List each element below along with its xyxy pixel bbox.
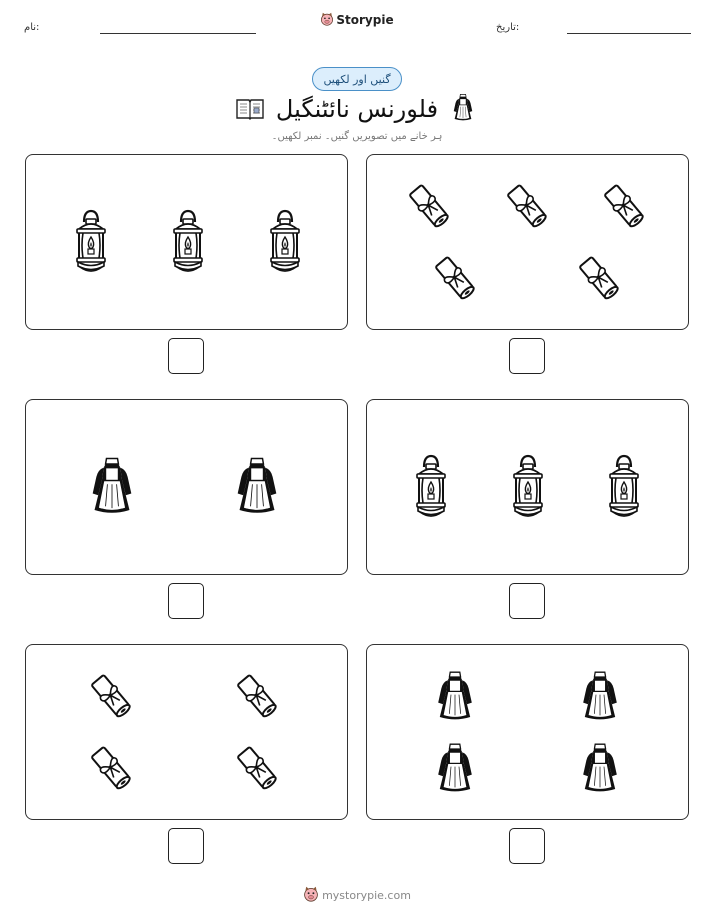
name-line[interactable] [100, 33, 256, 34]
lantern-icon [508, 454, 548, 520]
panel-top-right [366, 154, 689, 330]
answer-box-middle-right[interactable] [509, 583, 545, 619]
logo-text: Storypie [336, 13, 394, 27]
answer-box-bottom-right[interactable] [509, 828, 545, 864]
panel-top-left [25, 154, 348, 330]
scroll-icon [602, 181, 646, 231]
nurse-uniform-icon [435, 742, 475, 796]
instruction-text: ہر خانے میں تصویریں گنیں۔ نمبر لکھیں۔ [271, 131, 443, 142]
nurse-uniform-icon [580, 670, 620, 724]
scroll-icon [89, 671, 133, 721]
lantern-icon [604, 454, 644, 520]
task-pill: گنیں اور لکھیں [312, 67, 402, 91]
lantern-icon [168, 209, 208, 275]
nurse-uniform-icon [452, 93, 474, 123]
scroll-icon [235, 671, 279, 721]
scroll-icon [407, 181, 451, 231]
answer-box-bottom-left[interactable] [168, 828, 204, 864]
lantern-icon [411, 454, 451, 520]
footer [0, 886, 714, 902]
scroll-icon [433, 253, 477, 303]
nurse-uniform-icon [580, 742, 620, 796]
nurse-uniform-icon [89, 455, 135, 519]
storypie-logo [0, 12, 714, 27]
pig-logo-icon [303, 886, 319, 902]
lantern-icon [71, 209, 111, 275]
lantern-icon [265, 209, 305, 275]
footer-site[interactable]: mystorypie.com [322, 889, 411, 902]
pig-logo-icon [320, 12, 334, 26]
answer-box-top-left[interactable] [168, 338, 204, 374]
panel-bottom-right [366, 644, 689, 820]
panel-bottom-left [25, 644, 348, 820]
scroll-icon [577, 253, 621, 303]
date-line[interactable] [567, 33, 691, 34]
scroll-icon [89, 743, 133, 793]
name-label: نام: [24, 22, 40, 33]
scroll-icon [505, 181, 549, 231]
answer-box-top-right[interactable] [509, 338, 545, 374]
answer-box-middle-left[interactable] [168, 583, 204, 619]
page-title: فلورنس نائٹنگیل [275, 95, 439, 123]
panel-middle-left [25, 399, 348, 575]
date-label: تاریخ: [496, 22, 520, 33]
nurse-uniform-icon [234, 455, 280, 519]
nurse-uniform-icon [435, 670, 475, 724]
scroll-icon [235, 743, 279, 793]
panel-middle-right [366, 399, 689, 575]
